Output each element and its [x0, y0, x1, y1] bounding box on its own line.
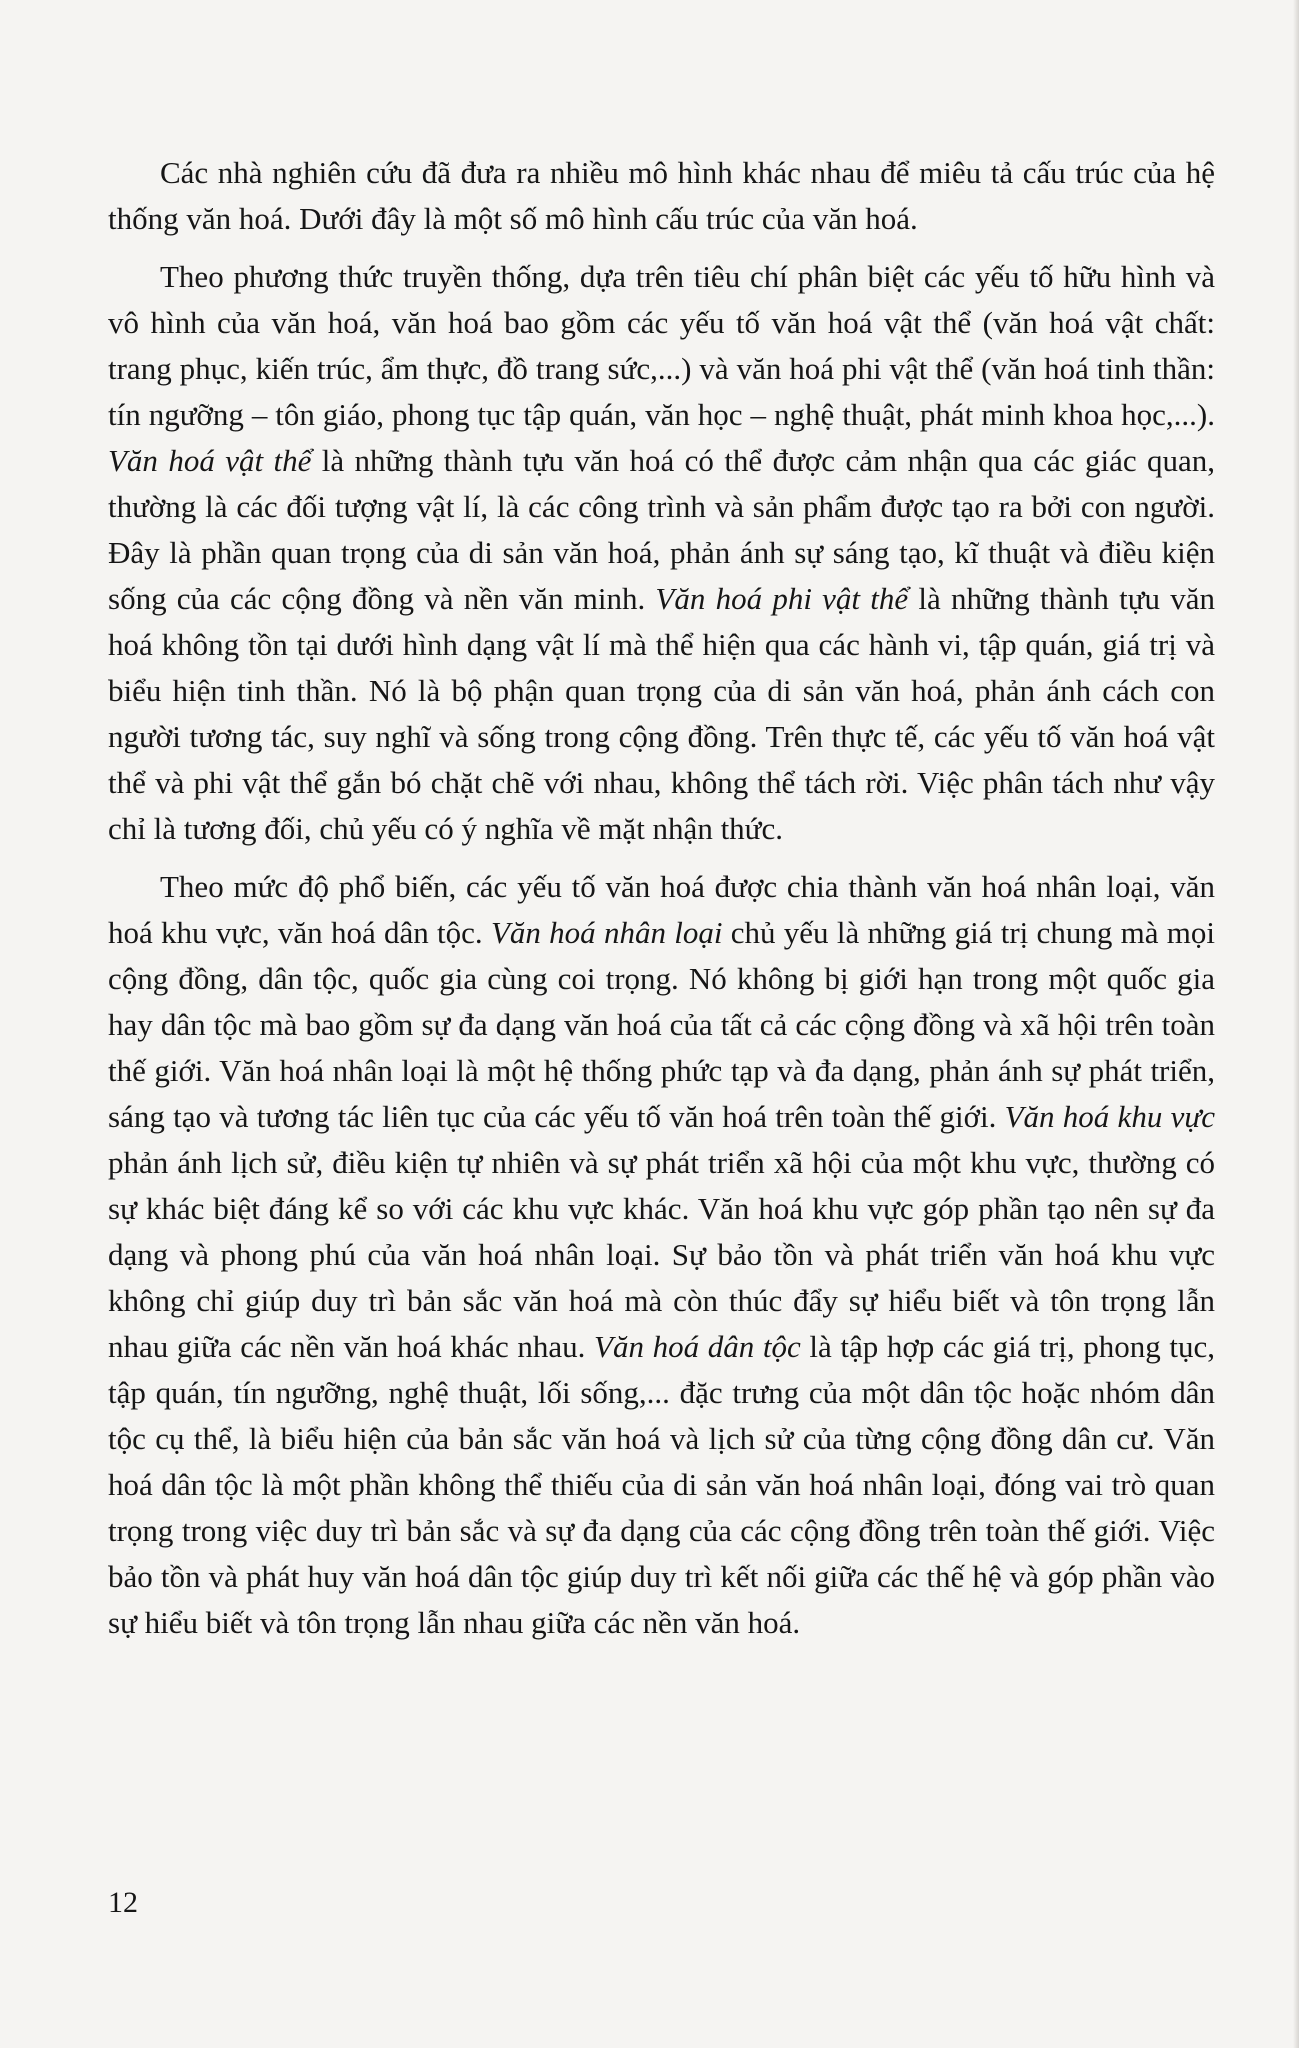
italic-term: Văn hoá phi vật thể	[655, 581, 909, 616]
page-number: 12	[108, 1886, 138, 1919]
text-run: chủ yếu là những giá trị chung mà mọi cộng đồng, dân tộc, quốc gia cùng coi trọng. Nó không bị giới hạn trong một quốc gia hay dân tộc mà bao gồm sự đa dạng văn hoá của tất cả các cộng đồng và xã hội trên toàn thế giới. Văn hoá nhân loại là một hệ thống phức tạp và đa dạng, phản ánh sự phát triển, sáng tạo và tương tác liên tục của các yếu tố văn hoá trên toàn thế giới.	[108, 915, 1215, 1134]
italic-term: Văn hoá khu vực	[1004, 1099, 1215, 1134]
italic-term: Văn hoá vật thể	[108, 443, 312, 478]
text-run: Các nhà nghiên cứu đã đưa ra nhiều mô hình khác nhau để miêu tả cấu trúc của hệ thống văn hoá. Dưới đây là một số mô hình cấu trúc của văn hoá.	[108, 155, 1215, 236]
paragraph-3	[108, 864, 1215, 1646]
text-run: phản ánh lịch sử, điều kiện tự nhiên và sự phát triển xã hội của một khu vực, thường có sự khác biệt đáng kể so với các khu vực khác. Văn hoá khu vực góp phần tạo nên sự đa dạng và phong phú của văn hoá nhân loại. Sự bảo tồn và phát triển văn hoá khu vực không chỉ giúp duy trì bản sắc văn hoá mà còn thúc đẩy sự hiểu biết và tôn trọng lẫn nhau giữa các nền văn hoá khác nhau.	[108, 1145, 1215, 1364]
text-run: Theo mức độ phổ biến, các yếu tố văn hoá được chia thành văn hoá nhân loại, văn hoá khu vực, văn hoá dân tộc.	[108, 869, 1215, 950]
italic-term: Văn hoá dân tộc	[594, 1329, 801, 1364]
text-run: Theo phương thức truyền thống, dựa trên tiêu chí phân biệt các yếu tố hữu hình và vô hình của văn hoá, văn hoá bao gồm các yếu tố văn hoá vật thể (văn hoá vật chất: trang phục, kiến trúc, ẩm thực, đồ trang sức,...) và văn hoá phi vật thể (văn hoá tinh thần: tín ngưỡng – tôn giáo, phong tục tập quán, văn học – nghệ thuật, phát minh khoa học,...).	[108, 259, 1215, 432]
text-run: là tập hợp các giá trị, phong tục, tập quán, tín ngưỡng, nghệ thuật, lối sống,... đặc trưng của một dân tộc hoặc nhóm dân tộc cụ thể, là biểu hiện của bản sắc văn hoá và lịch sử của từng cộng đồng dân cư. Văn hoá dân tộc là một phần không thể thiếu của di sản văn hoá nhân loại, đóng vai trò quan trọng trong việc duy trì bản sắc và sự đa dạng của các cộng đồng trên toàn thế giới. Việc bảo tồn và phát huy văn hoá dân tộc giúp duy trì kết nối giữa các thế hệ và góp phần vào sự hiểu biết và tôn trọng lẫn nhau giữa các nền văn hoá.	[108, 1329, 1215, 1640]
paragraph-2	[108, 254, 1215, 852]
paragraph-1	[108, 150, 1215, 242]
text-run: là những thành tựu văn hoá không tồn tại dưới hình dạng vật lí mà thể hiện qua các hành vi, tập quán, giá trị và biểu hiện tinh thần. Nó là bộ phận quan trọng của di sản văn hoá, phản ánh cách con người tương tác, suy nghĩ và sống trong cộng đồng. Trên thực tế, các yếu tố văn hoá vật thể và phi vật thể gắn bó chặt chẽ với nhau, không thể tách rời. Việc phân tách như vậy chỉ là tương đối, chủ yếu có ý nghĩa về mặt nhận thức.	[108, 581, 1215, 846]
page-body	[108, 150, 1215, 1950]
page-edge-shadow	[1293, 0, 1299, 2048]
italic-term: Văn hoá nhân loại	[490, 915, 723, 950]
text-run: là những thành tựu văn hoá có thể được cảm nhận qua các giác quan, thường là các đối tượng vật lí, là các công trình và sản phẩm được tạo ra bởi con người. Đây là phần quan trọng của di sản văn hoá, phản ánh sự sáng tạo, kĩ thuật và điều kiện sống của các cộng đồng và nền văn minh.	[108, 443, 1215, 616]
